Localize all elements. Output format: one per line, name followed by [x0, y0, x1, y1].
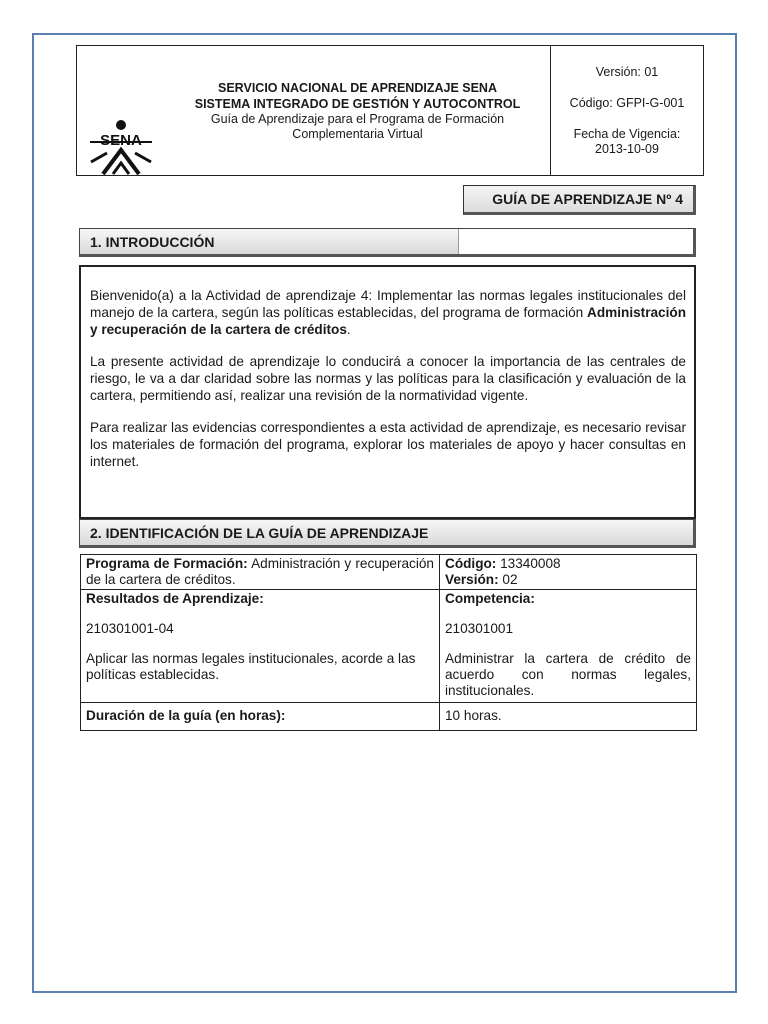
document-header — [76, 45, 704, 176]
duration-value-cell: 10 horas. — [440, 703, 697, 731]
table-row — [81, 555, 697, 590]
intro-paragraph-2: La presente actividad de aprendizaje lo conducirá a conocer la importancia de las centrales de riesgo, le va a dar claridad sobre las normas y las políticas para la clasificación y evaluación de la cartera, permitiendo así, realizar una revisión de la normatividad vigente. — [90, 354, 686, 403]
logo-text: SENA — [100, 132, 142, 149]
program-cell: Programa de Formación: Administración y recuperación de la cartera de créditos. — [81, 555, 440, 590]
intro-box — [79, 265, 696, 519]
header-title-cell — [77, 46, 551, 175]
results-cell: Resultados de Aprendizaje: 210301001-04 Aplicar las normas legales institucionales, acorde a las políticas establecidas. — [81, 590, 440, 703]
section-1-bar — [79, 228, 696, 257]
header-version: Versión: 01 — [595, 64, 659, 79]
table-row — [81, 590, 697, 703]
header-validity — [551, 127, 703, 157]
section-2-bar — [79, 519, 696, 548]
header-validity-date: 2013-10-09 — [595, 141, 659, 156]
header-meta-cell — [551, 46, 703, 175]
sena-logo — [77, 46, 177, 175]
header-line-1: SERVICIO NACIONAL DE APRENDIZAJE SENA — [218, 80, 497, 95]
header-code: Código: GFPI-G-001 — [569, 95, 685, 110]
intro-paragraph-1: Bienvenido(a) a la Actividad de aprendizaje 4: Implementar las normas legales institucionales del manejo de la cartera, según las políticas establecidas, del programa de formación Administración y recuperación de la cartera de créditos. — [90, 288, 686, 337]
section-2-title: 2. IDENTIFICACIÓN DE LA GUÍA DE APRENDIZAJE — [90, 524, 429, 541]
header-validity-label: Fecha de Vigencia: — [573, 126, 681, 141]
header-center-text — [171, 80, 550, 142]
section-1-title: 1. INTRODUCCIÓN — [90, 233, 215, 250]
guide-number-box: GUÍA DE APRENDIZAJE Nº 4 — [463, 185, 696, 215]
code-version-cell: Código: 13340008 Versión: 02 — [440, 555, 697, 590]
competence-cell: Competencia: 210301001 Administrar la cartera de crédito de acuerdo con normas legales, institucionales. — [440, 590, 697, 703]
header-line-3: Guía de Aprendizaje para el Programa de Formación — [210, 111, 505, 126]
intro-paragraph-3: Para realizar las evidencias correspondientes a esta actividad de aprendizaje, es necesario revisar los materiales de formación del programa, explorar los materiales de apoyo y hacer consultas en internet. — [90, 420, 686, 469]
table-row — [81, 703, 697, 731]
header-line-4: Complementaria Virtual — [292, 126, 423, 141]
identification-table — [80, 554, 697, 731]
duration-label-cell: Duración de la guía (en horas): — [81, 703, 440, 731]
header-line-2: SISTEMA INTEGRADO DE GESTIÓN Y AUTOCONTROL — [194, 96, 521, 111]
